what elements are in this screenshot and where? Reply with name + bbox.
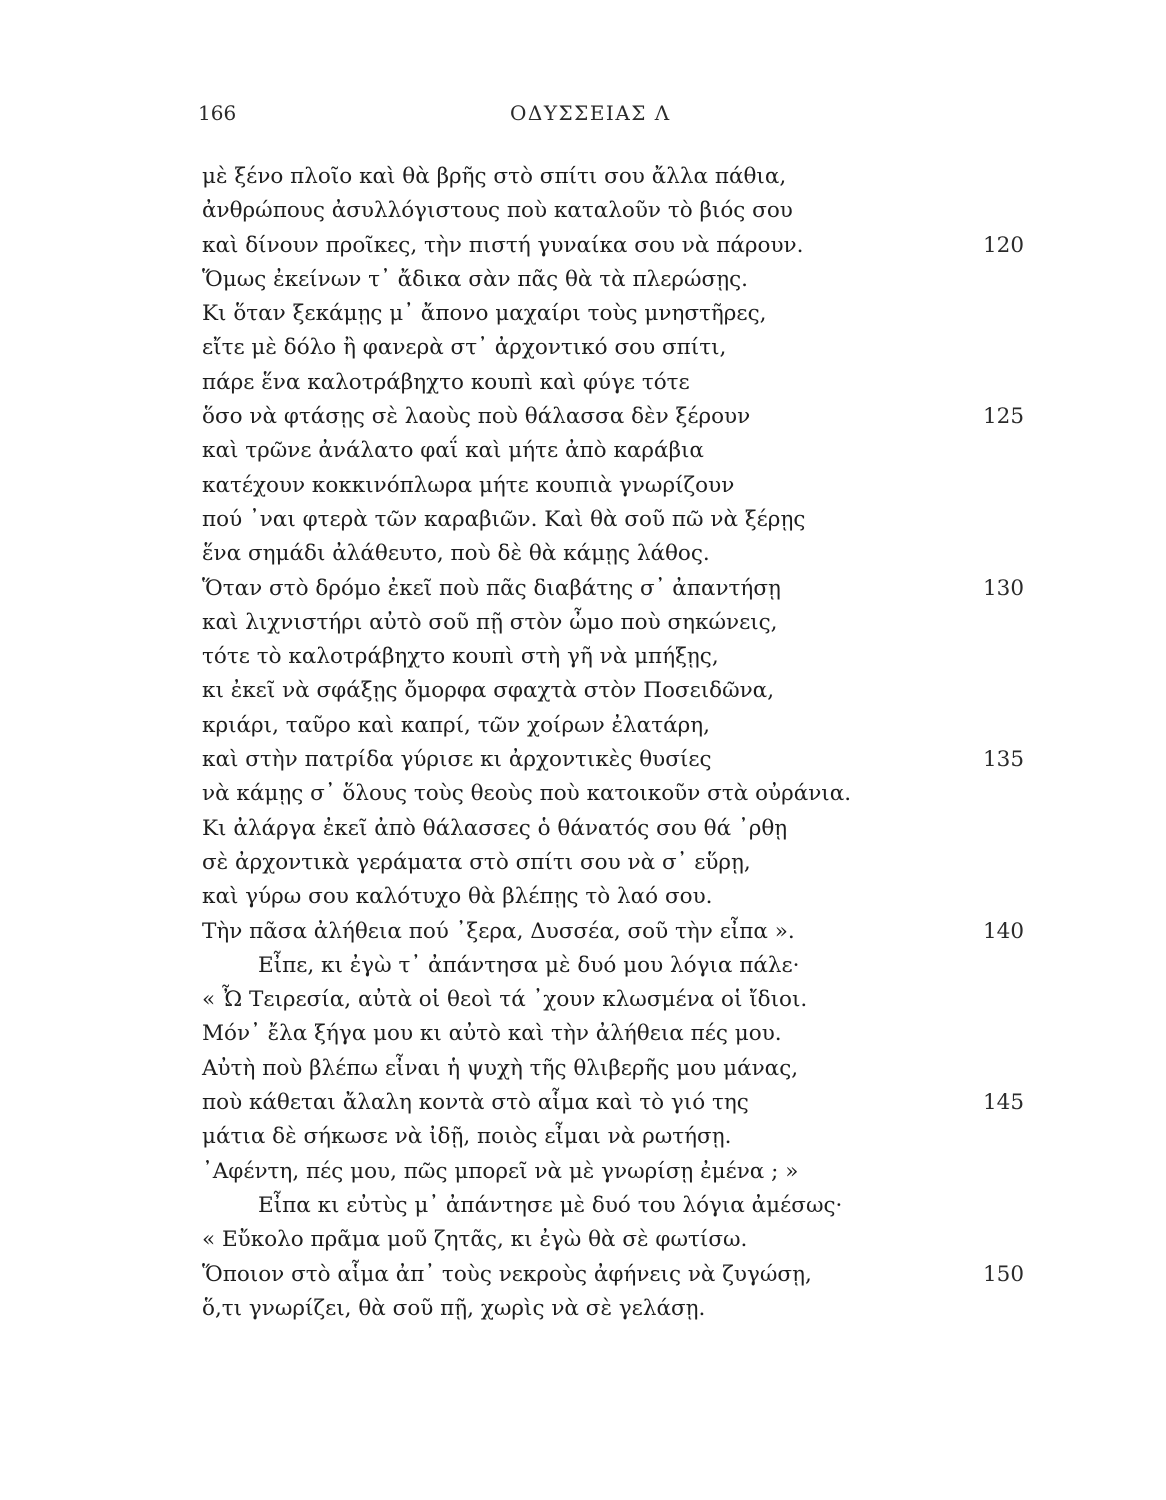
verse-line bbox=[0, 1189, 1166, 1223]
verse-line bbox=[0, 1052, 1166, 1086]
verse-line bbox=[0, 263, 1166, 297]
verse-text: Αὐτὴ ποὺ βλέπω εἶναι ἡ ψυχὴ τῆς θλιβερῆς μου μάνας, bbox=[202, 1055, 799, 1081]
verse-text: Κι ὅταν ξεκάμῃς μ᾽ ἄπονο μαχαίρι τοὺς μνηστῆρες, bbox=[202, 301, 767, 327]
verse-text: Κι ἀλάργα ἐκεῖ ἀπὸ θάλασσες ὁ θάνατός σου θά ᾽ρθῃ bbox=[202, 815, 788, 841]
verse-line bbox=[0, 606, 1166, 640]
verse-number: 120 bbox=[983, 232, 1025, 258]
verse-text: μὲ ξένο πλοῖο καὶ θὰ βρῆς στὸ σπίτι σου ἄλλα πάθια, bbox=[202, 164, 787, 189]
verse-text: ποὺ κάθεται ἄλαλη κοντὰ στὸ αἷμα καὶ τὸ γιό της bbox=[202, 1090, 749, 1116]
verse-line bbox=[0, 366, 1166, 400]
verse-number: 125 bbox=[983, 404, 1025, 430]
verse-line bbox=[0, 880, 1166, 914]
verse-line bbox=[0, 1086, 1166, 1120]
verse-line bbox=[0, 674, 1166, 708]
verse-text: πού ᾽ναι φτερὰ τῶν καραβιῶν. Καὶ θὰ σοῦ πῶ νὰ ξέρῃς bbox=[202, 506, 806, 532]
verse-line bbox=[0, 434, 1166, 468]
verse-line bbox=[0, 229, 1166, 263]
verse-text: ὅσο νὰ φτάσῃς σὲ λαοὺς ποὺ θάλασσα δὲν ξέρουν bbox=[202, 404, 751, 430]
verse-text: καὶ λιχνιστήρι αὐτὸ σοῦ πῇ στὸν ὦμο ποὺ σηκώνεις, bbox=[202, 609, 778, 635]
verse-line bbox=[0, 1223, 1166, 1257]
verse-line bbox=[0, 949, 1166, 983]
verse-line bbox=[0, 469, 1166, 503]
verse-number: 145 bbox=[983, 1090, 1025, 1116]
verse-line bbox=[0, 400, 1166, 434]
verse-line bbox=[0, 743, 1166, 777]
verse-line bbox=[0, 915, 1166, 949]
verse-number: 150 bbox=[983, 1261, 1025, 1287]
verse-text: Ὅμως ἐκείνων τ᾽ ἄδικα σὰν πᾶς θὰ τὰ πλερώσῃς. bbox=[202, 266, 748, 292]
page-number: 166 bbox=[198, 101, 237, 125]
verse-line bbox=[0, 812, 1166, 846]
verse-text: ᾽Αφέντη, πές μου, πῶς μπορεῖ νὰ μὲ γνωρίσῃ ἐμένα ; » bbox=[202, 1158, 799, 1184]
verse-text: Ὅποιον στὸ αἷμα ἀπ᾽ τοὺς νεκροὺς ἀφήνεις νὰ ζυγώσῃ, bbox=[202, 1261, 812, 1287]
verse-text: ἕνα σημάδι ἀλάθευτο, ποὺ δὲ θὰ κάμῃς λάθος. bbox=[202, 541, 710, 567]
running-head: ΟΔΥΣΣΕΙΑΣ Λ bbox=[510, 101, 671, 125]
verse-number: 135 bbox=[983, 747, 1025, 773]
verse-line bbox=[0, 194, 1166, 228]
verse-text: ὅ,τι γνωρίζει, θὰ σοῦ πῇ, χωρὶς νὰ σὲ γελάσῃ. bbox=[202, 1295, 706, 1321]
verse-text: καὶ στὴν πατρίδα γύρισε κι ἀρχοντικὲς θυσίες bbox=[202, 747, 712, 773]
verse-text: « Εὔκολο πρᾶμα μοῦ ζητᾶς, κι ἐγὼ θὰ σὲ φωτίσω. bbox=[202, 1227, 748, 1253]
page-header bbox=[0, 98, 1166, 128]
verse-number: 130 bbox=[983, 575, 1025, 601]
verse-text: μάτια δὲ σήκωσε νὰ ἰδῇ, ποιὸς εἶμαι νὰ ρωτήσῃ. bbox=[202, 1124, 732, 1150]
verse-line bbox=[0, 331, 1166, 365]
verse-text: Εἶπε, κι ἐγὼ τ᾽ ἀπάντησα μὲ δυό μου λόγια πάλε· bbox=[258, 952, 800, 978]
verse-text: κατέχουν κοκκινόπλωρα μήτε κουπιὰ γνωρίζουν bbox=[202, 472, 735, 498]
verse-text: κι ἐκεῖ νὰ σφάξῃς ὄμορφα σφαχτὰ στὸν Ποσειδῶνα, bbox=[202, 678, 775, 704]
verse-text: πάρε ἕνα καλοτράβηχτο κουπὶ καὶ φύγε τότε bbox=[202, 369, 690, 395]
verse-line bbox=[0, 1155, 1166, 1189]
verse-text: σὲ ἀρχοντικὰ γεράματα στὸ σπίτι σου νὰ σ᾽ εὕρῃ, bbox=[202, 849, 751, 875]
verse-line bbox=[0, 846, 1166, 880]
verse-line bbox=[0, 160, 1166, 194]
verse-text: νὰ κάμῃς σ᾽ ὅλους τοὺς θεοὺς ποὺ κατοικοῦν στὰ οὐράνια. bbox=[202, 781, 852, 807]
verse-text: Μόν᾽ ἔλα ξήγα μου κι αὐτὸ καὶ τὴν ἀλήθεια πές μου. bbox=[202, 1021, 782, 1047]
verse-line bbox=[0, 1017, 1166, 1051]
verse-line bbox=[0, 503, 1166, 537]
verse-text: Ὅταν στὸ δρόμο ἐκεῖ ποὺ πᾶς διαβάτης σ᾽ ἀπαντήσῃ bbox=[202, 575, 781, 601]
verse-text: καὶ δίνουν προῖκες, τὴν πιστή γυναίκα σου νὰ πάρουν. bbox=[202, 232, 804, 258]
verse-text: ἀνθρώπους ἀσυλλόγιστους ποὺ καταλοῦν τὸ βιός σου bbox=[202, 198, 793, 224]
verse-text: « Ὦ Τειρεσία, αὐτὰ οἱ θεοὶ τά ᾽χουν κλωσμένα οἱ ἴδιοι. bbox=[202, 987, 808, 1013]
verse-line bbox=[0, 572, 1166, 606]
verse-text: εἴτε μὲ δόλο ἢ φανερὰ στ᾽ ἀρχοντικό σου σπίτι, bbox=[202, 335, 727, 361]
verse-text: Εἶπα κι εὐτὺς μ᾽ ἀπάντησε μὲ δυό του λόγια ἀμέσως· bbox=[258, 1192, 843, 1218]
verse-line bbox=[0, 297, 1166, 331]
verse-number: 140 bbox=[983, 918, 1025, 944]
verse-line bbox=[0, 1292, 1166, 1326]
verse-line bbox=[0, 1120, 1166, 1154]
poem-body bbox=[0, 160, 1166, 1326]
verse-text: καὶ γύρω σου καλότυχο θὰ βλέπῃς τὸ λαό σου. bbox=[202, 884, 713, 910]
verse-text: κριάρι, ταῦρο καὶ καπρί, τῶν χοίρων ἐλατάρη, bbox=[202, 712, 710, 738]
verse-line bbox=[0, 709, 1166, 743]
verse-line bbox=[0, 983, 1166, 1017]
verse-line bbox=[0, 640, 1166, 674]
verse-text: τότε τὸ καλοτράβηχτο κουπὶ στὴ γῆ νὰ μπήξῃς, bbox=[202, 644, 719, 670]
verse-line bbox=[0, 537, 1166, 571]
verse-line bbox=[0, 1258, 1166, 1292]
verse-line bbox=[0, 777, 1166, 811]
verse-text: Τὴν πᾶσα ἀλήθεια πού ᾽ξερα, Δυσσέα, σοῦ τὴν εἶπα ». bbox=[202, 918, 795, 944]
verse-text: καὶ τρῶνε ἀνάλατο φαΐ καὶ μήτε ἀπὸ καράβια bbox=[202, 438, 704, 464]
